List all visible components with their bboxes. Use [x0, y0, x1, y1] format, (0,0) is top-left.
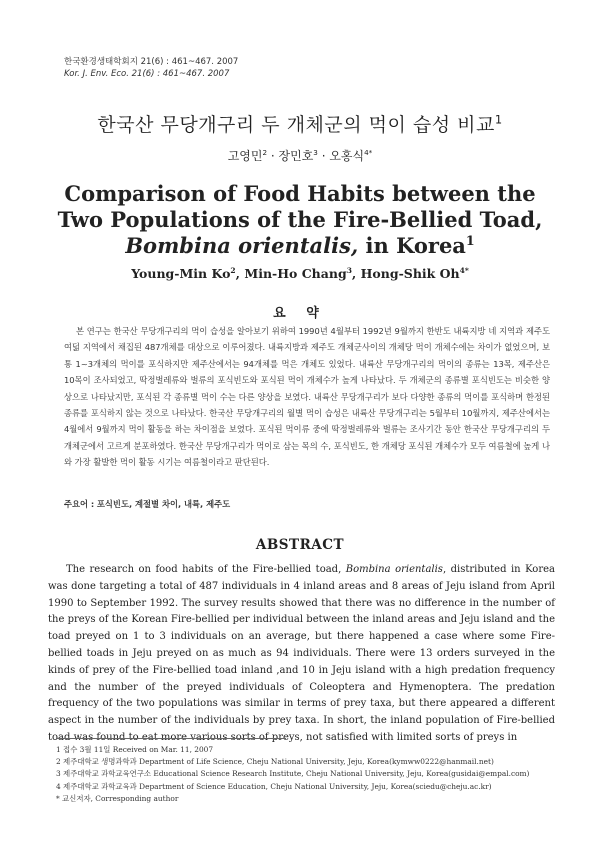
- keywords-list: 포식빈도, 계절별 차이, 내륙, 제주도: [96, 499, 231, 509]
- english-title: [40, 181, 560, 259]
- english-authors: [0, 266, 600, 281]
- author-ko-2: 장민호: [278, 149, 314, 163]
- footnote-affiliation-4: 4 제주대학교 과학교육과 Department of Science Education, Cheju National University, Jeju, Korea(sciedu@cheju.ac.kr): [56, 781, 492, 791]
- author-en-3-mark: 4*: [459, 265, 469, 275]
- footnote-received: 1 접수 3월 11일 Received on Mar. 11, 2007: [56, 745, 214, 754]
- keywords-label: 주요어 :: [64, 499, 95, 509]
- author-en-separator: ,: [351, 266, 361, 281]
- author-ko-2-mark: 3: [313, 148, 318, 157]
- author-en-3: Hong-Shik Oh: [360, 266, 460, 281]
- author-en-2-mark: 3: [346, 265, 352, 275]
- english-abstract: [48, 562, 555, 747]
- author-en-separator: ,: [235, 266, 245, 281]
- english-title-species: Bombina orientalis,: [125, 233, 359, 258]
- author-en-2: Min-Ho Chang: [244, 266, 347, 281]
- journal-citation-ko: 한국환경생태학회지 21(6) : 461~467. 2007: [64, 57, 239, 67]
- korean-title: [0, 110, 600, 137]
- keywords: [64, 498, 230, 510]
- author-en-1: Young-Min Ko: [131, 266, 231, 281]
- english-abstract-part1: The research on food habits of the Fire-bellied toad,: [66, 564, 346, 575]
- korean-title-footnote-mark: 1: [494, 112, 503, 127]
- footnote-affiliation-3: 3 제주대학교 과학교육연구소 Educational Science Research Institute, Cheju National University, Jeju, Korea(gusidai@empal.com): [56, 769, 530, 779]
- author-ko-1: 고영민: [227, 149, 263, 163]
- journal-citation: [64, 56, 238, 80]
- author-separator: ·: [267, 149, 279, 163]
- english-abstract-species: Bombina orientalis: [345, 564, 443, 575]
- korean-title-text: 한국산 무당개구리 두 개체군의 먹이 습성 비교: [97, 114, 495, 136]
- author-en-1-mark: 2: [230, 265, 236, 275]
- journal-citation-en: Kor. J. Env. Eco. 21(6) : 461~467. 2007: [64, 69, 230, 79]
- korean-abstract: 본 연구는 한국산 무당개구리의 먹이 습성을 알아보기 위하여 1990년 4월부터 1992년 9월까지 한반도 내륙지방 네 지역과 제주도 여덟 지역에서 채집된 487개체를 대상으로 이루어졌다. 내륙지방과 제주도 개체군사이의 개체당 먹이 개체수에는 차이가 없었으며, 보통 1~3개체의 먹이를 포식하지만 제주산에서는 94개체를 먹은 개체도 있었다. 내륙산 무당개구리의 먹이의 종류는 13목, 제주산은 10목이 조사되었고, 딱정벌레류와 벌류의 포식빈도와 포식된 먹이 개체수가 높게 나타났다. 두 개체군의 종류별 포식빈도는 비슷한 양상으로 나타났지만, 포식된 각 종류별 먹이 수는 다른 양상을 보였다. 내륙산 무당개구리가 보다 다양한 종류의 먹이를 포식하며 한정된 종류를 포식하지 않는 것으로 나타났다. 한국산 무당개구리의 월별 먹이 습성은 내륙산 무당개구리는 5월부터 10월까지, 제주산에서는 4월에서 9월까지 먹이 활동을 하는 차이점을 보였다. 포식된 먹이류 중에 딱정벌레류와 벌류는 조사기간 동안 한국산 무당개구리의 두 개체군에서 고르게 분포하였다. 한국산 무당개구리가 먹이로 삼는 목의 수, 포식빈도, 한 개체당 포식된 개체수가 모두 여름철에 높게 나와 가장 활발한 먹이 활동 시기는 여름철이라고 판단된다.: [64, 326, 550, 468]
- author-ko-3: 오홍식: [329, 149, 365, 163]
- footnote-corresponding: * 교신저자, Corresponding author: [56, 793, 179, 803]
- author-ko-3-mark: 4*: [364, 148, 373, 157]
- summary-heading-ko: 요 약: [273, 306, 327, 321]
- author-ko-1-mark: 2: [262, 148, 268, 157]
- english-title-part2: in Korea: [358, 233, 466, 258]
- english-title-part1: Comparison of Food Habits between the Two Populations of the Fire-Bellied Toad,: [57, 181, 543, 232]
- english-abstract-part2: , distributed in Korea was done targeting a total of 487 individuals in 4 inland areas and 8 areas of Jeju island from April 1990 to September 1992. The survey results showed that there was no difference in the number of the preys of the Korean Fire-bellied per individual between the inland areas and Jeju island and the toad preyed on 1 to 3 individuals on an average, but there happened a case where some Fire-bellied toads in Jeju preyed on as much as 94 individuals. There were 13 orders surveyed in the kinds of prey of the Fire-bellied toad inland ,and 10 in Jeju island with a high predation frequency and the number of the preyed individuals of Coleoptera and Hymenoptera. The predation frequency of the two populations was similar in terms of prey taxa, but there appeared a different aspect in the number of the individuals by prey taxa. In short, the inland population of Fire-bellied toad was found to eat more various sorts of preys, not satisfied with limited sorts of preys in: [48, 564, 555, 743]
- abstract-heading: ABSTRACT: [255, 537, 345, 553]
- korean-authors: [0, 147, 600, 164]
- footnotes: [56, 744, 556, 805]
- footnote-affiliation-2: 2 제주대학교 생명과학과 Department of Life Science, Cheju National University, Jeju, Korea(kymww0222@hanmail.net): [56, 757, 494, 767]
- footnote-divider: [56, 738, 286, 739]
- author-separator: ·: [317, 149, 330, 163]
- english-title-footnote-mark: 1: [465, 233, 475, 248]
